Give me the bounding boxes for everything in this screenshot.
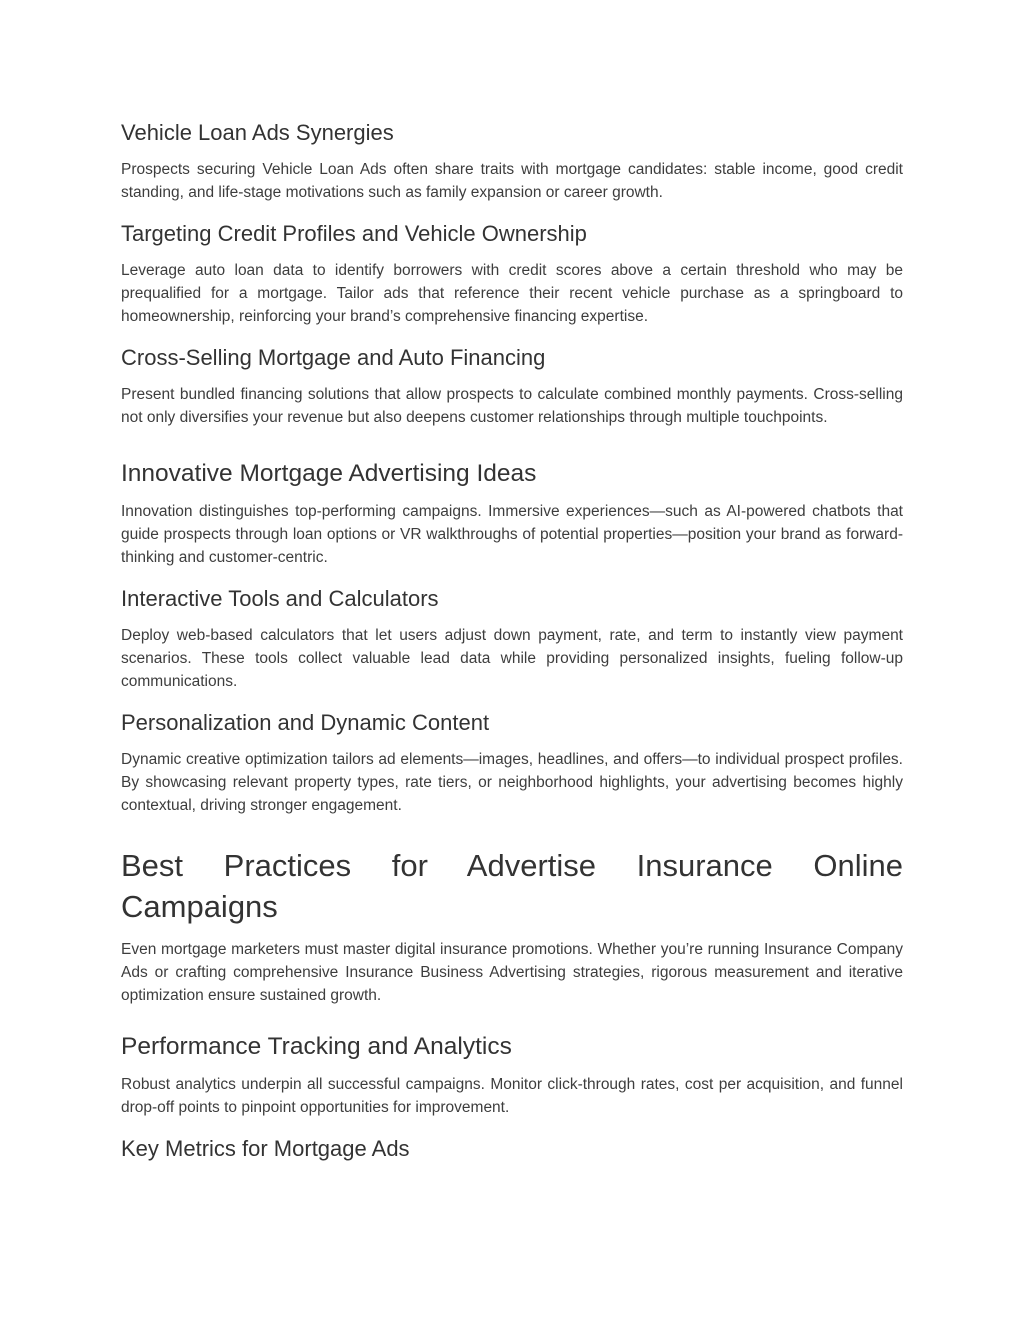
paragraph-cross-selling: Present bundled financing solutions that allow prospects to calculate combined monthly payments. Cross-selling not only diversifies your revenue but also deepens customer relationships through multiple touchpoints. (121, 386, 903, 426)
heading-best-practices: Best Practices for Advertise Insurance Online Campaigns (121, 848, 903, 924)
paragraph-personalization: Dynamic creative optimization tailors ad elements—images, headlines, and offers—to individual prospect profiles. By showcasing relevant property types, rate tiers, or neighborhood highlights, your advertising becomes highly contextual, driving stronger engagement. (121, 751, 903, 814)
paragraph-interactive-tools: Deploy web-based calculators that let users adjust down payment, rate, and term to instantly view payment scenarios. These tools collect valuable lead data while providing personalized insights, fueling follow-up communications. (121, 627, 903, 690)
heading-interactive-tools: Interactive Tools and Calculators (121, 586, 439, 611)
paragraph-best-practices: Even mortgage marketers must master digital insurance promotions. Whether you’re running Insurance Company Ads or crafting comprehensive Insurance Business Advertising strategies, rigorous measurement and iterative optimization ensure sustained growth. (121, 941, 903, 1004)
best-practices-block (121, 845, 903, 1007)
heading-personalization: Personalization and Dynamic Content (121, 710, 490, 735)
heading-cross-selling: Cross-Selling Mortgage and Auto Financing (121, 345, 546, 370)
paragraph-innovative-mortgage-advertising-ideas: Innovation distinguishes top-performing campaigns. Immersive experiences—such as AI-powered chatbots that guide prospects through loan options or VR walkthroughs of potential properties—position your brand as forward-thinking and customer-centric. (121, 503, 903, 566)
heading-targeting-credit-profiles: Targeting Credit Profiles and Vehicle Ownership (121, 221, 587, 246)
heading-key-metrics: Key Metrics for Mortgage Ads (121, 1136, 410, 1161)
paragraph-performance-tracking: Robust analytics underpin all successful campaigns. Monitor click-through rates, cost per acquisition, and funnel drop-off points to pinpoint opportunities for improvement. (121, 1076, 903, 1116)
document-page (121, 118, 903, 1174)
paragraph-targeting-credit-profiles: Leverage auto loan data to identify borrowers with credit scores above a certain threshold who may be prequalified for a mortgage. Tailor ads that reference their recent vehicle purchase as a springboard to homeownership, reinforcing your brand’s comprehensive financing expertise. (121, 262, 903, 325)
heading-performance-tracking: Performance Tracking and Analytics (121, 1033, 512, 1060)
paragraph-vehicle-loan-ads-synergies: Prospects securing Vehicle Loan Ads often share traits with mortgage candidates: stable income, good credit standing, and life-stage motivations such as family expansion or career growth. (121, 161, 903, 201)
heading-vehicle-loan-ads-synergies: Vehicle Loan Ads Synergies (121, 120, 394, 145)
heading-innovative-mortgage-advertising-ideas: Innovative Mortgage Advertising Ideas (121, 460, 537, 487)
